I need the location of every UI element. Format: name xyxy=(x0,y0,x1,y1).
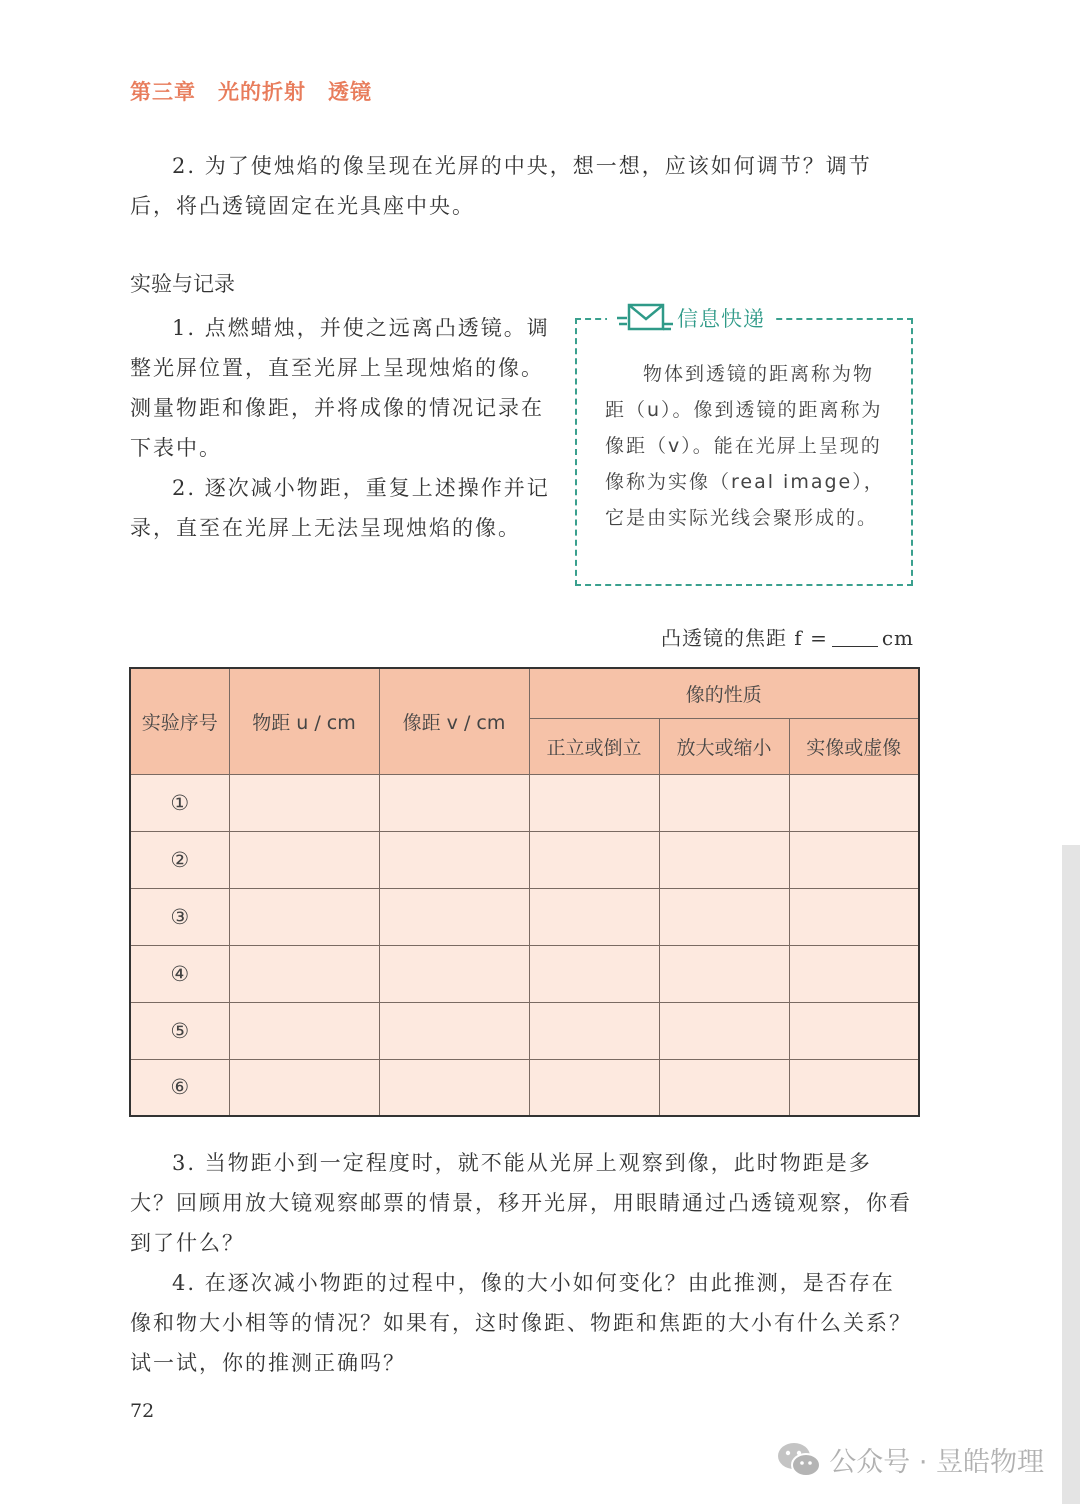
wechat-icon xyxy=(777,1441,821,1479)
row-index: ④ xyxy=(130,945,229,1002)
table-cell xyxy=(789,1002,919,1059)
experiment-step-2: 2. 逐次减小物距，重复上述操作并记录，直至在光屏上无法呈现烛焰的像。 xyxy=(130,476,550,540)
row-index: ⑤ xyxy=(130,1002,229,1059)
watermark xyxy=(777,1440,1044,1479)
table-cell xyxy=(529,1002,659,1059)
row-index: ③ xyxy=(130,888,229,945)
header-index: 实验序号 xyxy=(130,668,229,774)
question-4: 4. 在逐次减小物距的过程中，像的大小如何变化？由此推测，是否存在像和物大小相等的情况？如果有，这时像距、物距和焦距的大小有什么关系？试一试，你的推测正确吗？ xyxy=(130,1271,912,1375)
experiment-step-1: 1. 点燃蜡烛，并使之远离凸透镜。调整光屏位置，直至光屏上呈现烛焰的像。测量物距和像距，并将成像的情况记录在下表中。 xyxy=(130,316,550,460)
row-index: ② xyxy=(130,831,229,888)
info-box-body: 物体到透镜的距离称为物距（u）。像到透镜的距离称为像距（v）。能在光屏上呈现的像称为实像（real image），它是由实际光线会聚形成的。 xyxy=(605,363,885,529)
table-cell xyxy=(529,945,659,1002)
table-cell xyxy=(229,945,379,1002)
question-3: 3. 当物距小到一定程度时，就不能从光屏上观察到像，此时物距是多大？回顾用放大镜观察邮票的情景，移开光屏，用眼睛通过凸透镜观察，你看到了什么？ xyxy=(130,1151,912,1255)
table-cell xyxy=(789,774,919,831)
table-cell xyxy=(379,1059,529,1116)
table-cell xyxy=(659,888,789,945)
table-cell xyxy=(529,774,659,831)
table-cell xyxy=(529,888,659,945)
table-cell xyxy=(229,1059,379,1116)
focal-length-blank xyxy=(832,628,878,647)
table-cell xyxy=(789,888,919,945)
table-cell xyxy=(789,945,919,1002)
header-object-distance: 物距 u / cm xyxy=(229,668,379,774)
page-number: 72 xyxy=(130,1400,155,1422)
scrollbar[interactable] xyxy=(1062,845,1080,1504)
table-row xyxy=(130,945,919,1002)
table-cell xyxy=(229,1002,379,1059)
table-cell xyxy=(659,774,789,831)
header-image-distance: 像距 v / cm xyxy=(379,668,529,774)
envelope-icon xyxy=(617,302,673,334)
table-cell xyxy=(379,945,529,1002)
focal-length-label: 凸透镜的焦距 f = xyxy=(660,626,828,650)
table-row xyxy=(130,1059,919,1116)
row-index: ① xyxy=(130,774,229,831)
header-real-virtual: 实像或虚像 xyxy=(789,718,919,774)
table-cell xyxy=(659,1002,789,1059)
info-box xyxy=(575,307,913,586)
table-cell xyxy=(529,831,659,888)
table-cell xyxy=(379,774,529,831)
table-cell xyxy=(659,945,789,1002)
table-cell xyxy=(229,774,379,831)
table-row xyxy=(130,831,919,888)
table-cell xyxy=(659,1059,789,1116)
header-upright-inverted: 正立或倒立 xyxy=(529,718,659,774)
table-cell xyxy=(379,1002,529,1059)
table-cell xyxy=(789,1059,919,1116)
table-cell xyxy=(379,831,529,888)
chapter-header: 第三章 光的折射 透镜 xyxy=(130,79,372,104)
info-box-title: 信息快递 xyxy=(677,307,765,331)
table-cell xyxy=(379,888,529,945)
header-enlarged-reduced: 放大或缩小 xyxy=(659,718,789,774)
focal-length-unit: cm xyxy=(881,626,914,650)
header-image-nature: 像的性质 xyxy=(529,668,919,718)
table-cell xyxy=(659,831,789,888)
focal-length-line xyxy=(661,622,914,651)
intro-step-2: 2. 为了使烛焰的像呈现在光屏的中央，想一想，应该如何调节？调节后，将凸透镜固定在光具座中央。 xyxy=(130,154,872,218)
watermark-text: 公众号 · 昱皓物理 xyxy=(829,1447,1044,1478)
table-cell xyxy=(529,1059,659,1116)
section-title: 实验与记录 xyxy=(130,272,235,296)
record-table xyxy=(129,667,920,1117)
table-row xyxy=(130,888,919,945)
table-cell xyxy=(789,831,919,888)
row-index: ⑥ xyxy=(130,1059,229,1116)
info-box-header xyxy=(607,300,773,336)
table-row xyxy=(130,774,919,831)
table-cell xyxy=(229,831,379,888)
table-row xyxy=(130,1002,919,1059)
table-cell xyxy=(229,888,379,945)
